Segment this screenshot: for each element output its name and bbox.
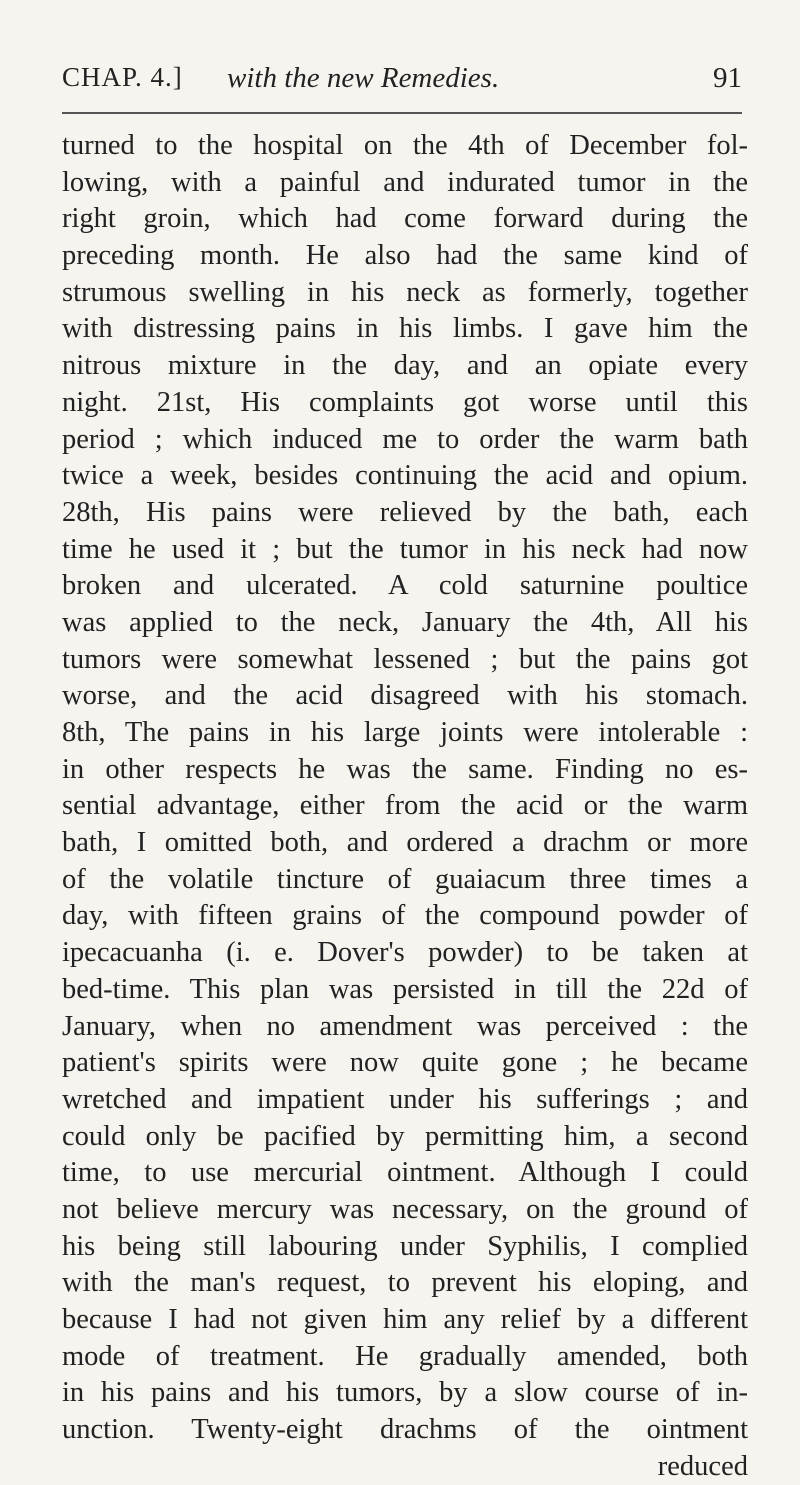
text-line: not believe mercury was necessary, on the ground of — [62, 1193, 748, 1225]
running-head — [62, 62, 742, 102]
text-line: time he used it ; but the tumor in his neck had now — [62, 533, 748, 565]
text-line: could only be pacified by permitting him, a second — [62, 1120, 748, 1152]
text-line: day, with fifteen grains of the compound powder of — [62, 900, 748, 932]
text-line: tumors were somewhat lessened ; but the pains got — [62, 643, 748, 675]
text-line: turned to the hospital on the 4th of December fol- — [62, 130, 748, 161]
text-line: with distressing pains in his limbs. I gave him the — [62, 313, 748, 345]
text-line: bath, I omitted both, and ordered a drachm or more — [62, 827, 748, 859]
text-line: preceding month. He also had the same kind of — [62, 240, 748, 272]
page-number: 91 — [713, 62, 742, 94]
text-line: time, to use mercurial ointment. Although I could — [62, 1157, 748, 1189]
text-line: nitrous mixture in the day, and an opiate every — [62, 350, 748, 382]
text-line: sential advantage, either from the acid or the warm — [62, 790, 748, 822]
text-line: strumous swelling in his neck as formerly, together — [62, 276, 748, 308]
text-line: patient's spirits were now quite gone ; he became — [62, 1047, 748, 1079]
text-line: ipecacuanha (i. e. Dover's powder) to be taken at — [62, 937, 748, 969]
text-line: January, when no amendment was perceived : the — [62, 1010, 748, 1042]
text-line: of the volatile tincture of guaiacum three times a — [62, 863, 748, 895]
chapter-label: CHAP. 4.] — [62, 62, 183, 92]
text-line: period ; which induced me to order the warm bath — [62, 423, 748, 455]
header-rule — [62, 112, 742, 114]
text-line: with the man's request, to prevent his eloping, and — [62, 1267, 748, 1299]
text-line: was applied to the neck, January the 4th, All his — [62, 606, 748, 638]
text-line: bed-time. This plan was persisted in till the 22d of — [62, 973, 748, 1005]
text-line: night. 21st, His complaints got worse until this — [62, 386, 748, 418]
text-line: worse, and the acid disagreed with his stomach. — [62, 680, 748, 712]
text-line: unction. Twenty-eight drachms of the ointment — [62, 1414, 748, 1446]
text-line: twice a week, besides continuing the acid and opium. — [62, 460, 748, 492]
text-line: because I had not given him any relief by a different — [62, 1304, 748, 1335]
text-line: 28th, His pains were relieved by the bath, each — [62, 496, 748, 528]
running-title: with the new Remedies. — [227, 62, 500, 94]
text-line: wretched and impatient under his sufferings ; and — [62, 1083, 748, 1115]
text-line: right groin, which had come forward during the — [62, 203, 748, 235]
text-line: broken and ulcerated. A cold saturnine poultice — [62, 570, 748, 602]
text-line: in other respects he was the same. Finding no es- — [62, 753, 748, 785]
text-line: in his pains and his tumors, by a slow course of in- — [62, 1377, 748, 1409]
text-line: 8th, The pains in his large joints were intolerable : — [62, 717, 748, 748]
text-line: lowing, with a painful and indurated tumor in the — [62, 166, 748, 198]
catchword: reduced — [657, 1450, 748, 1482]
body-text — [62, 128, 748, 1485]
text-line: his being still labouring under Syphilis, I complied — [62, 1230, 748, 1262]
text-line: mode of treatment. He gradually amended, both — [62, 1340, 748, 1372]
